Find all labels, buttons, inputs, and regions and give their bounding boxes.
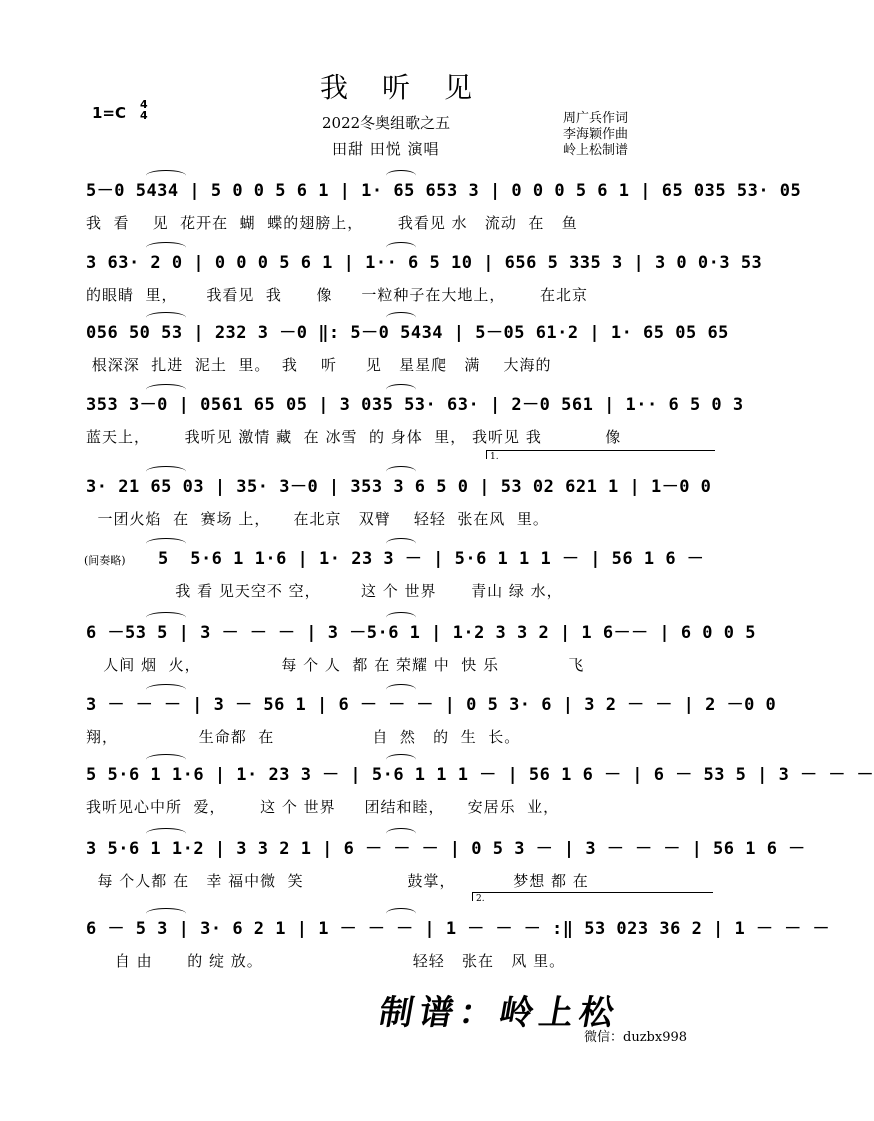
slur-mark xyxy=(146,312,186,323)
lyrics-line: 每 个人都 在 幸 福中微 笑 鼓掌， 梦想 都 在 xyxy=(86,872,589,890)
lyricist-credit: 周广兵作词 xyxy=(563,111,629,126)
notation-line: 6 －53 5 | 3 － － － | 3 －5·6 1 | 1·2 3 3 2 | 1 6－－ | 6 0 0 5 xyxy=(86,623,756,643)
slur-mark xyxy=(386,828,416,839)
slur-mark xyxy=(386,908,416,919)
arranger-credit: 岭上松制谱 xyxy=(563,143,629,158)
staff-system xyxy=(86,764,874,816)
slur-mark xyxy=(146,828,186,839)
volta-2-bracket xyxy=(472,892,713,904)
slur-mark xyxy=(386,754,416,765)
slur-mark xyxy=(146,612,186,623)
slur-mark xyxy=(386,170,416,181)
staff-system xyxy=(86,622,756,674)
lyrics-line: 人间 烟 火， 每 个 人 都 在 荣耀 中 快 乐 飞 xyxy=(86,656,585,674)
song-title: 我听见 xyxy=(319,71,506,104)
notation-line: 3· 21 65 03 | 35· 3－0 | 353 3 6 5 0 | 53 02 621 1 | 1－0 0 xyxy=(86,477,712,497)
slur-mark xyxy=(386,242,416,253)
notation-line: 5 5·6 1 1·6 | 1· 23 3 － | 5·6 1 1 1 － | 56 1 6 － xyxy=(158,549,705,569)
signature-handwritten: 制谱：岭上松 xyxy=(375,993,623,1033)
key-signature: 1=C xyxy=(92,104,127,122)
slur-mark xyxy=(146,466,186,477)
notation-line: 353 3－0 | 0561 65 05 | 3 035 53· 63· | 2－0 561 | 1·· 6 5 0 3 xyxy=(86,395,744,415)
staff-system xyxy=(86,476,718,528)
staff-system xyxy=(86,394,744,446)
slur-mark xyxy=(146,754,186,765)
staff-system xyxy=(86,180,802,232)
slur-mark xyxy=(386,538,416,549)
notation-line: 5 5·6 1 1·6 | 1· 23 3 － | 5·6 1 1 1 － | 56 1 6 － | 6 － 53 5 | 3 － － － xyxy=(86,765,874,785)
notation-line: 3 5·6 1 1·2 | 3 3 2 1 | 6 － － － | 0 5 3 － | 3 － － － | 56 1 6 － xyxy=(86,839,806,859)
meter-top: 4 xyxy=(140,98,148,111)
staff-system xyxy=(86,694,777,746)
lyrics-line: 翔， 生命都 在 自 然 的 生 长。 xyxy=(86,728,521,746)
slur-mark xyxy=(386,612,416,623)
lyrics-line: 我 看 见 花开在 蝴 蝶的翅膀上， 我看见 水 流动 在 鱼 xyxy=(86,214,578,232)
meter-bottom: 4 xyxy=(140,109,148,122)
notation-line: 3 － － － | 3 － 56 1 | 6 － － － | 0 5 3· 6 | 3 2 － － | 2 －0 0 xyxy=(86,695,777,715)
staff-system xyxy=(84,548,718,600)
staff-system xyxy=(86,252,763,304)
lyrics-line: 我 看 见天空不 空， 这 个 世界 青山 绿 水， xyxy=(158,582,563,600)
wechat-contact: 微信：duzbx998 xyxy=(584,1030,688,1045)
volta-1-bracket xyxy=(486,450,715,462)
staff-system xyxy=(86,918,830,970)
time-signature xyxy=(140,99,148,121)
interlude-note: (间奏略) xyxy=(84,554,126,567)
slur-mark xyxy=(146,384,186,395)
singers: 田甜 田悦 演唱 xyxy=(332,140,440,158)
notation-line: 056 50 53 | 232 3 －0 ‖: 5－0 5434 | 5－05 61·2 | 1· 65 05 65 xyxy=(86,323,729,343)
lyrics-line: 的眼睛 里， 我看见 我 像 一粒种子在大地上， 在北京 xyxy=(86,286,588,304)
slur-mark xyxy=(146,538,186,549)
volta-2-label: 2. xyxy=(476,894,485,904)
subtitle: 2022冬奥组歌之五 xyxy=(322,114,451,132)
slur-mark xyxy=(146,170,186,181)
slur-mark xyxy=(146,684,186,695)
slur-mark xyxy=(146,908,186,919)
notation-line: 5－0 5434 | 5 0 0 5 6 1 | 1· 65 653 3 | 0 0 0 5 6 1 | 65 035 53· 05 xyxy=(86,181,802,201)
lyrics-line: 蓝天上， 我听见 激情 藏 在 冰雪 的 身体 里， 我听见 我 像 xyxy=(86,428,622,446)
notation-line: 3 63· 2 0 | 0 0 0 5 6 1 | 1·· 6 5 10 | 656 5 335 3 | 3 0 0·3 53 xyxy=(86,253,763,273)
staff-system xyxy=(86,322,729,374)
slur-mark xyxy=(386,384,416,395)
slur-mark xyxy=(146,242,186,253)
staff-system xyxy=(86,838,806,890)
lyrics-line: 我听见心中所 爱， 这 个 世界 团结和睦， 安居乐 业， xyxy=(86,798,560,816)
volta-1-label: 1. xyxy=(490,452,499,462)
slur-mark xyxy=(386,684,416,695)
composer-credit: 李海颖作曲 xyxy=(563,127,629,142)
notation-line: 6 － 5 3 | 3· 6 2 1 | 1 － － － | 1 － － － :‖ 53 023 36 2 | 1 － － － xyxy=(86,919,830,939)
lyrics-line: 自 由 的 绽 放。 轻轻 张在 风 里。 xyxy=(86,952,566,970)
lyrics-line: 根深深 扎进 泥土 里。 我 听 见 星星爬 满 大海的 xyxy=(86,356,552,374)
slur-mark xyxy=(386,466,416,477)
lyrics-line: 一团火焰 在 赛场 上， 在北京 双臂 轻轻 张在风 里。 xyxy=(86,510,549,528)
slur-mark xyxy=(386,312,416,323)
